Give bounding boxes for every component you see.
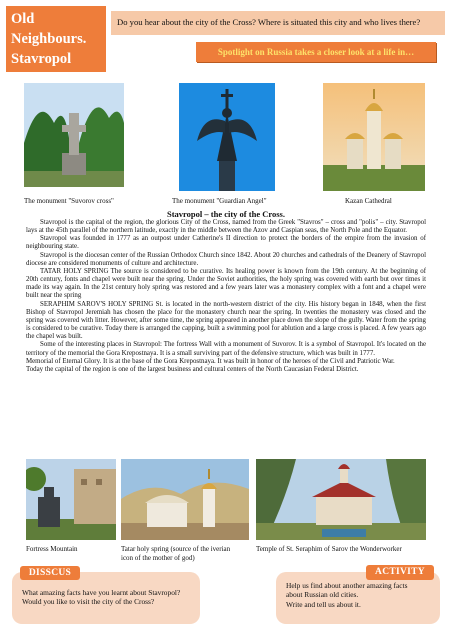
activity-badge: ACTIVITY — [366, 565, 434, 580]
page-title — [6, 6, 106, 72]
article-body — [26, 219, 426, 455]
discuss-badge: DISSCUS — [20, 566, 80, 580]
article-paragraph: Stavropol is the diocesan center of the Russian Orthodox Church since 1842. About 20 churches and cathedrals of the Deanery of Stavropol diocese are considered monuments of culture and architecture. — [26, 251, 426, 267]
caption-fortress: Fortress Mountain — [26, 545, 78, 553]
article-paragraph: Stavropol is the capital of the region, the glorious City of the Cross, named from the Greek "Stavros" – cross and "polis" – city. Stavropol lays at the 45th parallel of the northern latitude, exactly in the middle between the Azov and Caspian seas, the North Pole and the Equator. — [26, 219, 426, 235]
caption-angel: The monument "Guardian Angel" — [172, 197, 267, 205]
title-line-3: Stavropol — [11, 51, 72, 67]
kazan-cathedral-photo — [323, 83, 425, 191]
suvorov-cross-photo — [24, 83, 124, 187]
activity-line-2: about Russian old cities. — [286, 590, 359, 600]
discuss-line-2: Would you like to visit the city of the Cross? — [22, 597, 155, 607]
title-line-2: Neighbours. — [11, 31, 87, 47]
discuss-line-1: What amazing facts have you learnt about Stavropol? — [22, 588, 181, 597]
article-paragraph: Some of the interesting places in Stavropol: The fortress Wall with a monument of Suvorov. It is a symbol of Stavropol. It's located on the territory of the memorial the Gora Krepostnaya. It is a small surviving part of the defensive structure, which was built in 1777. — [26, 341, 426, 357]
article-paragraph: Stavropol was founded in 1777 as an outpost under Catherine's II direction to protect the borders of the empire from the invasion of neighbouring state. — [26, 235, 426, 251]
caption-kazan: Kazan Cathedral — [345, 197, 392, 205]
caption-tatar — [121, 545, 230, 562]
title-line-1: Old — [11, 11, 35, 27]
article-paragraph: TATAR HOLY SPRING The source is considered to be curative. Its healing power is known from the 19th century. At the beginning of 20th century, fonts and chapel were built near the spring. Under the Soviet authorities, the holy spring was covered with earth but over times it made its way again. In the 21st century holy spring was restored and a few years later was a monastery complex with a font and a chapel were built near the spring — [26, 267, 426, 300]
tatar-spring-photo — [121, 459, 249, 540]
caption-tatar-line-1: Tatar holy spring (source of the iverian — [121, 545, 231, 553]
caption-temple: Temple of St. Seraphim of Sarov the Wonderworker — [256, 545, 402, 553]
article-paragraph: Memorial of Eternal Glory. It is at the base of the Gora Krepostnaya. It was built in honor of the heroes of the Civil and Patriotic War. — [26, 357, 395, 365]
article-paragraph: Today the capital of the region is one of the largest business and cultural centers of the North Caucasian Federal District. — [26, 365, 359, 373]
fortress-mountain-photo — [26, 459, 116, 540]
spotlight-banner: Spotlight on Russia takes a closer look at a life in… — [196, 42, 436, 62]
seraphim-temple-photo — [256, 459, 426, 540]
activity-line-1: Help us find about another amazing facts — [286, 581, 408, 590]
caption-tatar-line-2: icon of the mother of god) — [121, 553, 195, 562]
intro-question: Do you hear about the city of the Cross? Where is situated this city and who lives there? — [111, 11, 445, 35]
caption-suvorov: The monument "Suvorov cross" — [24, 197, 114, 205]
guardian-angel-photo — [179, 83, 275, 191]
article-title: Stavropol – the city of the Cross. — [167, 209, 285, 219]
article-paragraph: SERAPHIM SAROV'S HOLY SPRING St. is located in the north-western district of the city. His history began in 1848, when the first Bishop of Stavropol Jeremiah has chosen the place for the monastery church near the spring. In twenties the monastery was closed and the spring was covered with litter. However, after some time, the spring appeared in another place down the slope of the gully. Water from the spring is considered to be curative. Today there is arranged the capping, built a swimming pool for ablution and a large cross is placed. A few years ago the chapel was built. — [26, 300, 426, 341]
activity-line-3: Write and tell us about it. — [286, 599, 361, 609]
